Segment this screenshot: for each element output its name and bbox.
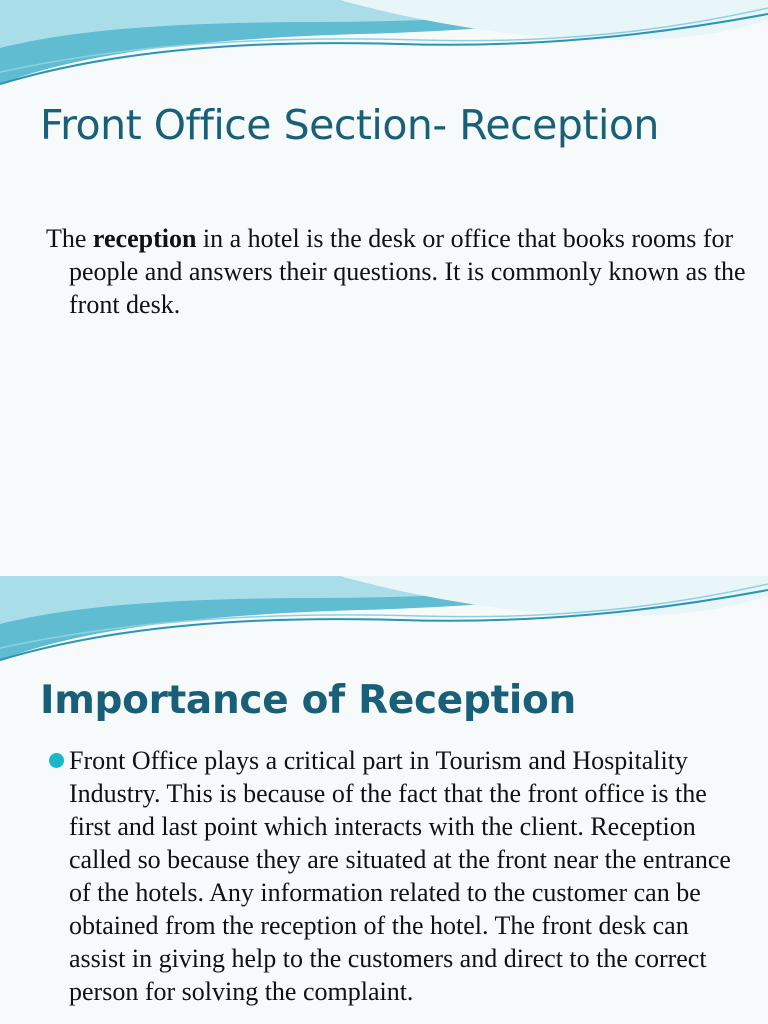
bullet-dot-icon xyxy=(49,753,64,768)
reception-definition xyxy=(46,222,759,321)
bold-term: reception xyxy=(92,224,197,253)
slide-importance xyxy=(0,576,768,1024)
slide-title: Front Office Section- Reception xyxy=(40,101,659,149)
importance-bullet-text: Front Office plays a critical part in Tourism and Hospitality Industry. This is because of the fact that the front office is the first and last point which interacts with the client. Reception called so because they are situated at the front near the entrance of the hotels. Any information related to the customer can be obtained from the reception of the hotel. The front desk can assist in giving help to the customers and direct to the correct person for solving the complaint. xyxy=(69,746,731,1006)
slide-title: Importance of Reception xyxy=(40,678,576,723)
wave-header-decoration xyxy=(0,576,768,676)
paragraph-prefix: The xyxy=(46,224,93,253)
wave-header-decoration xyxy=(0,0,768,100)
paragraph-suffix: in a hotel is the desk or office that books rooms for people and answers their questions. It is commonly known as the front desk. xyxy=(69,224,746,319)
